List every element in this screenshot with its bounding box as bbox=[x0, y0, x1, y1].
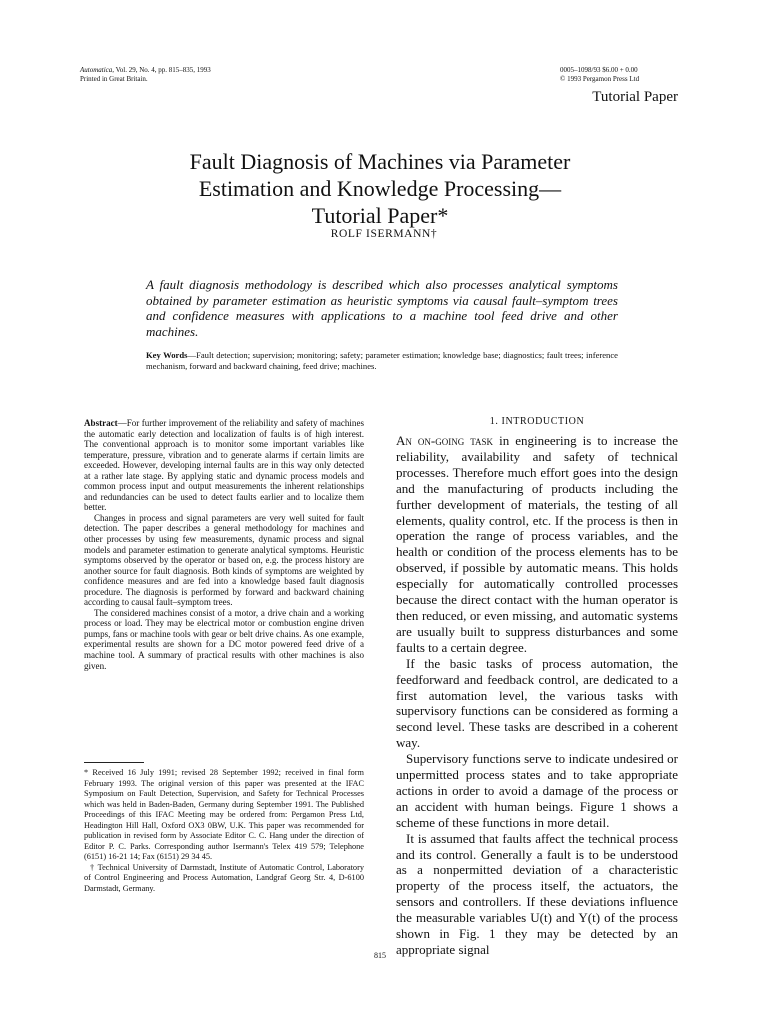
summary: A fault diagnosis methodology is described which also processes analytical symptoms obtained by parameter estimation as heuristic symptoms via causal fault–symptom trees and confidence measures with applications to a machine tool feed drive and other machines. bbox=[146, 277, 618, 339]
price-code: 0005–1098/93 $6.00 + 0.00 bbox=[560, 66, 638, 74]
printed-in: Printed in Great Britain. bbox=[80, 75, 148, 83]
title-line-1: Fault Diagnosis of Machines via Parameter bbox=[189, 149, 571, 174]
abstract-paragraph-2: Changes in process and signal parameters are very well suited for fault detection. The paper describes a general methodology for machines and other processes by using few measurements, dynamic process and signal models and parameter estimation to generate analytical symptoms. Heuristic symptoms observed by the operator or based on, e.g. the process history are another source for fault diagnosis. Both kinds of symptoms are weighted by confidence measures and are fed into a knowledge based fault diagnosis procedure. The diagnosis is performed by forward and backward chaining according to causal fault–symptom trees. bbox=[84, 512, 364, 608]
journal-name: Automatica, bbox=[80, 66, 115, 74]
keywords-label: Key Words bbox=[146, 350, 188, 360]
footnote-rule bbox=[84, 762, 144, 763]
footnote-received: * Received 16 July 1991; revised 28 September 1992; received in final form February 1993. The original version of this paper was presented at the IFAC Symposium on Fault Detection, Supervision, and Safety for Technical Processes which was held in Baden-Baden, Germany during September 1991. The Published Proceedings of this IFAC Meeting may be ordered from: Pergamon Press Ltd, Headington Hill Hall, Oxford OX3 0BW, U.K. This paper was recommended for publication in revised form by Associate Editor C. C. Hang under the direction of Editor P. C. Parks. Corresponding author Isermann's Telex 419 579; Telephone (6151) 16-21 14; Fax (6151) 29 34 45. bbox=[84, 768, 364, 861]
author-name: ROLF ISERMANN† bbox=[330, 228, 438, 240]
intro-paragraph-1: in engineering is to increase the reliability, availability and safety of technical processes. Therefore much effort goes into the design and the manufacturing of products including the further development of materials, the testing of all elements, quality control, etc. If the process is then in operation the range of process variables, and the health or condition of the process elements has to be observed, if possible by automatic means. This holds especially for automatically controlled processes because the direct contact with the human operator is then reduced, or even missing, and automatic systems are usually built to suppress disturbances and some faults to a certain degree. bbox=[396, 433, 678, 655]
title-line-2: Estimation and Knowledge Processing— bbox=[198, 176, 562, 201]
footnote-affiliation: † Technical University of Darmstadt, Institute of Automatic Control, Laboratory of Control Engineering and Process Automation, Landgraf Georg Str. 4, D-6100 Darmstadt, Germany. bbox=[84, 862, 364, 893]
abstract-label: Abstract bbox=[84, 418, 118, 428]
abstract-paragraph-3: The considered machines consist of a motor, a drive chain and a working process or load. They may be electrical motor or combustion engine driven pumps, fans or machine tools with gear or belt drive chains. As one example, experimental results are shown for a DC motor powered feed drive of a machine tool. A summary of practical results with other machines is also given. bbox=[84, 607, 364, 671]
introduction bbox=[396, 433, 678, 958]
keywords bbox=[146, 350, 618, 372]
copyright-block bbox=[560, 66, 680, 84]
section-heading: 1. INTRODUCTION bbox=[489, 416, 585, 427]
title-line-3: Tutorial Paper* bbox=[311, 203, 449, 228]
journal-citation bbox=[80, 66, 340, 84]
keywords-text: —Fault detection; supervision; monitoring; safety; parameter estimation; knowledge base; diagnostics; fault trees; inference mechanism, forward and backward chaining, feed drive; machines. bbox=[146, 350, 618, 371]
footnotes bbox=[84, 768, 364, 894]
page-number: 815 bbox=[374, 951, 386, 960]
paper-type: Tutorial Paper bbox=[592, 89, 678, 105]
intro-paragraph-3: Supervisory functions serve to indicate undesired or unpermitted process states and to take appropriate actions in order to avoid a damage of the process or an accident with human beings. Figure 1 shows a scheme of these functions in more detail. bbox=[396, 751, 678, 830]
copyright: © 1993 Pergamon Press Ltd bbox=[560, 75, 640, 83]
intro-lead: An on-going task bbox=[396, 433, 494, 448]
intro-paragraph-2: If the basic tasks of process automation, the feedforward and feedback control, are dedicated to a first automation level, the various tasks with supervisory functions can be considered as forming a second level. These tasks are described in a coherent way. bbox=[396, 655, 678, 751]
citation-details: Vol. 29, No. 4, pp. 815–835, 1993 bbox=[114, 66, 211, 74]
intro-paragraph-4: It is assumed that faults affect the technical process and its control. Generally a fault is to be understood as a nonpermitted deviation of a characteristic property of the process itself, the actuators, the sensors and controllers. If these deviations influence the measurable variables U(t) and Y(t) of the process shown in Fig. 1 they may be detected by an appropriate signal bbox=[396, 830, 678, 957]
paper-title bbox=[80, 148, 680, 229]
abstract-paragraph-1: —For further improvement of the reliability and safety of machines the automatic early detection and localization of faults is of high interest. The conventional approach is to monitor some important variables like temperature, pressure, vibration and to generate alarms if certain limits are exceeded. However, developing internal faults are in this way only detected at a rather late stage. By applying static and dynamic process models and common process input and output measurements the inherent relationships and redundancies can be used to detect faults earlier and to localize them better. bbox=[84, 418, 364, 513]
abstract bbox=[84, 418, 364, 671]
